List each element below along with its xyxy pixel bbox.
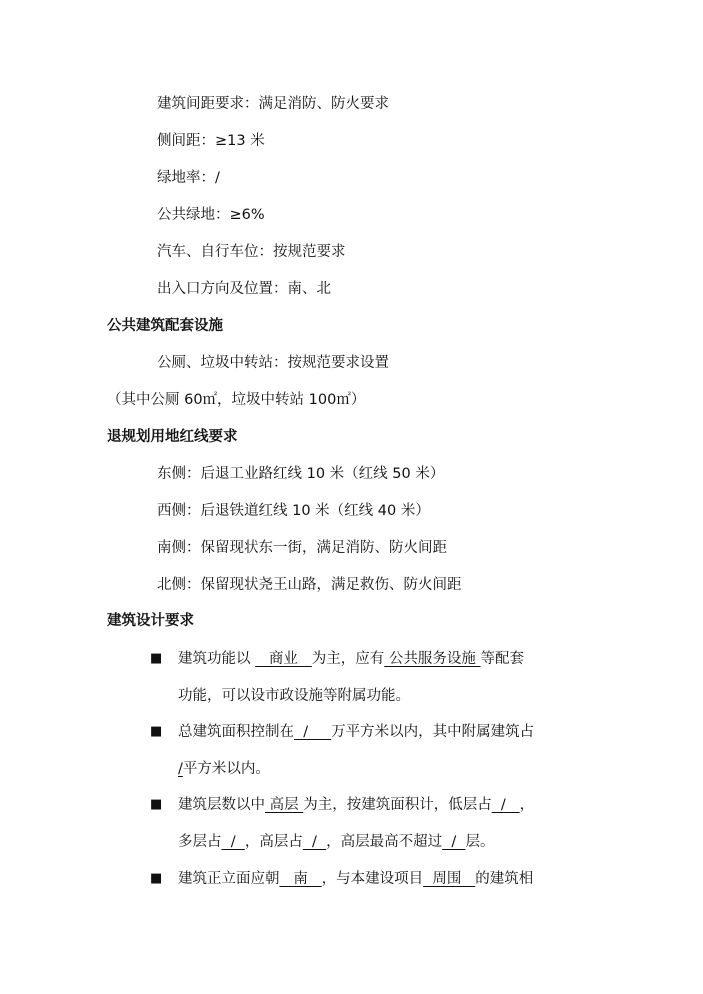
design-bullet-function-cont: 功能，可以设市政设施等附属功能。 (178, 688, 410, 704)
design-bullet-facade: 建筑正立面应朝 南 ，与本建设项目 周围 的建筑相 (178, 871, 534, 887)
section-heading-setback: 退规划用地红线要求 (107, 429, 238, 445)
public-facilities-line: 公厕、垃圾中转站：按规范要求设置 (157, 355, 389, 371)
section-heading-design: 建筑设计要求 (107, 613, 194, 629)
black-square-icon: ■ (150, 797, 163, 812)
plan-parking: 汽车、自行车位：按规范要求 (157, 244, 346, 260)
underlined-blank: 商业 (255, 651, 312, 667)
design-bullet-area-cont: /平方米以内。 (178, 761, 270, 777)
plan-side-distance: 侧间距：≥13 米 (157, 133, 265, 149)
underlined-blank: / (221, 834, 245, 850)
underlined-blank: / (442, 834, 466, 850)
design-bullet-area: 总建筑面积控制在 / 万平方米以内，其中附属建筑占 (178, 724, 535, 740)
plan-entrance: 出入口方向及位置：南、北 (157, 281, 331, 297)
underlined-blank: 南 (279, 871, 322, 887)
design-bullet-floors: 建筑层数以中 高层 为主，按建筑面积计，低层占 / ， (178, 797, 535, 813)
setback-east: 东侧：后退工业路红线 10 米（红线 50 米） (157, 466, 445, 482)
underlined-blank: 周围 (423, 871, 476, 887)
underlined-blank: 公共服务设施 (384, 651, 481, 667)
black-square-icon: ■ (150, 724, 163, 739)
design-bullet-function: 建筑功能以 商业 为主，应有 公共服务设施 等配套 (178, 651, 524, 667)
underlined-blank: / (302, 834, 327, 850)
setback-west: 西侧：后退铁道红线 10 米（红线 40 米） (157, 503, 430, 519)
underlined-blank: 高层 (265, 797, 304, 813)
section-heading-public-facilities: 公共建筑配套设施 (107, 318, 223, 334)
setback-south: 南侧：保留现状东一街，满足消防、防火间距 (157, 540, 447, 556)
underlined-blank: / (491, 797, 520, 813)
public-facilities-note: （其中公厕 60㎡，垃圾中转站 100㎡） (107, 392, 366, 408)
plan-public-green: 公共绿地：≥6% (157, 207, 265, 223)
plan-green-rate: 绿地率：/ (157, 170, 220, 186)
design-bullet-floors-cont: 多层占 / ，高层占 / ，高层最高不超过 / 层。 (178, 834, 495, 850)
black-square-icon: ■ (150, 871, 163, 886)
setback-north: 北侧：保留现状尧王山路，满足救伤、防火间距 (157, 577, 462, 593)
underlined-blank: / (294, 724, 332, 740)
black-square-icon: ■ (150, 651, 163, 666)
underlined-blank: / (178, 761, 183, 777)
plan-spacing: 建筑间距要求：满足消防、防火要求 (157, 96, 389, 112)
